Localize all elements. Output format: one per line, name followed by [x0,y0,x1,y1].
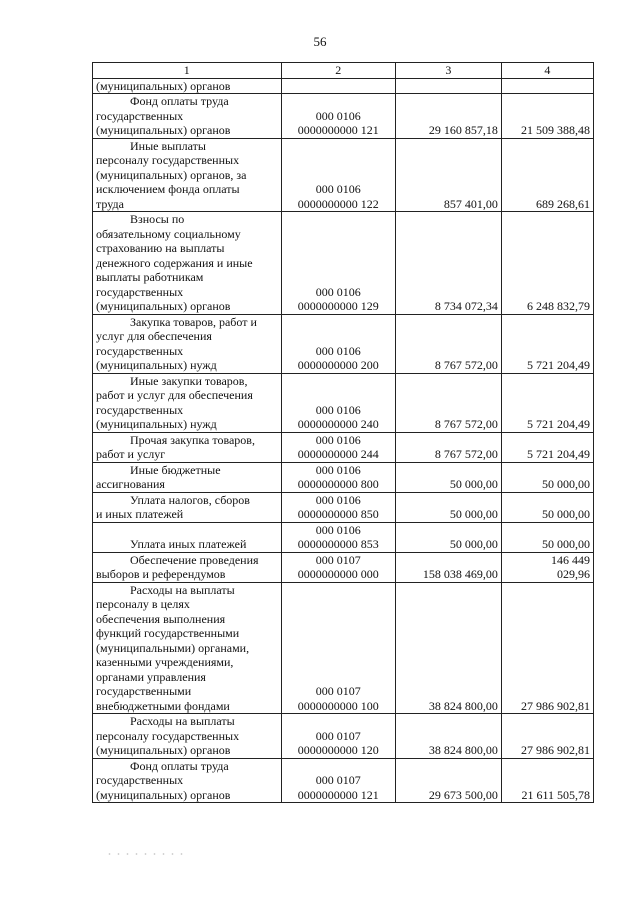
row-description-text: Уплата налогов, сборов и иных платежей [96,492,250,521]
row-budget-code: 000 0107 0000000000 100 [281,582,395,714]
page-number: 56 [313,34,327,49]
header-row [93,63,594,79]
column-header-3: 3 [395,63,501,79]
row-amount-col4: 21 509 388,48 [501,94,593,139]
row-description-text: Закупка товаров, работ и услуг для обеспечения государственных (муниципальных) нужд [96,314,257,372]
row-amount-col4: 5 721 204,49 [501,373,593,432]
row-amount-col3: 8 767 572,00 [395,432,501,462]
table-row [93,78,594,94]
row-description [93,492,282,522]
row-description [93,582,282,714]
column-header-4: 4 [501,63,593,79]
row-budget-code: 000 0106 0000000000 850 [281,492,395,522]
row-amount-col3: 29 673 500,00 [395,758,501,803]
row-budget-code: 000 0106 0000000000 853 [281,522,395,552]
row-amount-col3: 8 734 072,34 [395,212,501,315]
row-amount-col3: 50 000,00 [395,492,501,522]
row-amount-col3: 38 824 800,00 [395,582,501,714]
row-budget-code: 000 0106 0000000000 121 [281,94,395,139]
row-amount-col3 [395,78,501,94]
budget-table [92,62,594,803]
row-budget-code: 000 0106 0000000000 240 [281,373,395,432]
row-amount-col3: 158 038 469,00 [395,552,501,582]
row-budget-code: 000 0106 0000000000 122 [281,138,395,212]
row-description-text: Фонд оплаты труда государственных (муниципальных) органов [96,94,231,137]
row-amount-col4: 5 721 204,49 [501,314,593,373]
table-row [93,462,594,492]
row-amount-col4: 50 000,00 [501,522,593,552]
table-row [93,758,594,803]
column-header-1: 1 [93,63,282,79]
table-row [93,432,594,462]
row-amount-col3: 29 160 857,18 [395,94,501,139]
row-budget-code: 000 0107 0000000000 000 [281,552,395,582]
row-budget-code: 000 0106 0000000000 244 [281,432,395,462]
table-row [93,582,594,714]
scan-specks [105,851,185,857]
row-description [93,432,282,462]
row-description-text: Расходы на выплаты персоналу в целях обеспечения выполнения функций государственными (муниципальными) органами, казенными учреждениями, органами управления государственными внебюджетными фондами [96,582,250,713]
row-description [93,314,282,373]
row-amount-col4: 50 000,00 [501,462,593,492]
row-amount-col4: 5 721 204,49 [501,432,593,462]
table-row [93,522,594,552]
row-amount-col3: 8 767 572,00 [395,373,501,432]
table-row [93,714,594,759]
table-row [93,492,594,522]
row-description [93,522,282,552]
table-row [93,212,594,315]
row-amount-col3: 8 767 572,00 [395,314,501,373]
row-description-text: Взносы по обязательному социальному страхованию на выплаты денежного содержания и иные выплаты работникам государственных (муниципальных) органов [96,212,253,313]
row-amount-col3: 857 401,00 [395,138,501,212]
row-description [93,714,282,759]
row-description [93,138,282,212]
row-description-text: Иные закупки товаров, работ и услуг для обеспечения государственных (муниципальных) нужд [96,373,253,431]
row-amount-col4: 6 248 832,79 [501,212,593,315]
row-amount-col4: 50 000,00 [501,492,593,522]
row-description [93,94,282,139]
row-description-text: Обеспечение проведения выборов и референдумов [96,552,259,581]
row-description-text: Иные выплаты персоналу государственных (муниципальных) органов, за исключением фонда оплаты труда [96,138,247,211]
row-amount-col4: 27 986 902,81 [501,582,593,714]
table-row [93,94,594,139]
row-budget-code: 000 0107 0000000000 121 [281,758,395,803]
row-description-text: Фонд оплаты труда государственных (муниципальных) органов [96,758,231,802]
row-amount-col4 [501,78,593,94]
row-budget-code: 000 0106 0000000000 200 [281,314,395,373]
row-description [93,373,282,432]
row-description-text: Прочая закупка товаров, работ и услуг [96,432,255,461]
row-amount-col3: 50 000,00 [395,522,501,552]
row-description-text: Расходы на выплаты персоналу государственных (муниципальных) органов [96,714,240,757]
row-budget-code: 000 0106 0000000000 800 [281,462,395,492]
row-description [93,78,282,94]
row-description-text: Уплата иных платежей [130,537,247,551]
column-header-2: 2 [281,63,395,79]
row-amount-col4: 689 268,61 [501,138,593,212]
row-description [93,758,282,803]
row-description [93,552,282,582]
row-budget-code: 000 0107 0000000000 120 [281,714,395,759]
row-description-text: Иные бюджетные ассигнования [96,462,221,491]
table-row [93,373,594,432]
table-row [93,314,594,373]
row-description [93,212,282,315]
row-budget-code: 000 0106 0000000000 129 [281,212,395,315]
table-row [93,138,594,212]
row-amount-col4: 27 986 902,81 [501,714,593,759]
row-budget-code [281,78,395,94]
table-row [93,552,594,582]
row-amount-col4: 21 611 505,78 [501,758,593,803]
row-description [93,462,282,492]
row-amount-col3: 50 000,00 [395,462,501,492]
row-amount-col4: 146 449 029,96 [501,552,593,582]
row-amount-col3: 38 824 800,00 [395,714,501,759]
row-description-text: (муниципальных) органов [96,78,231,93]
